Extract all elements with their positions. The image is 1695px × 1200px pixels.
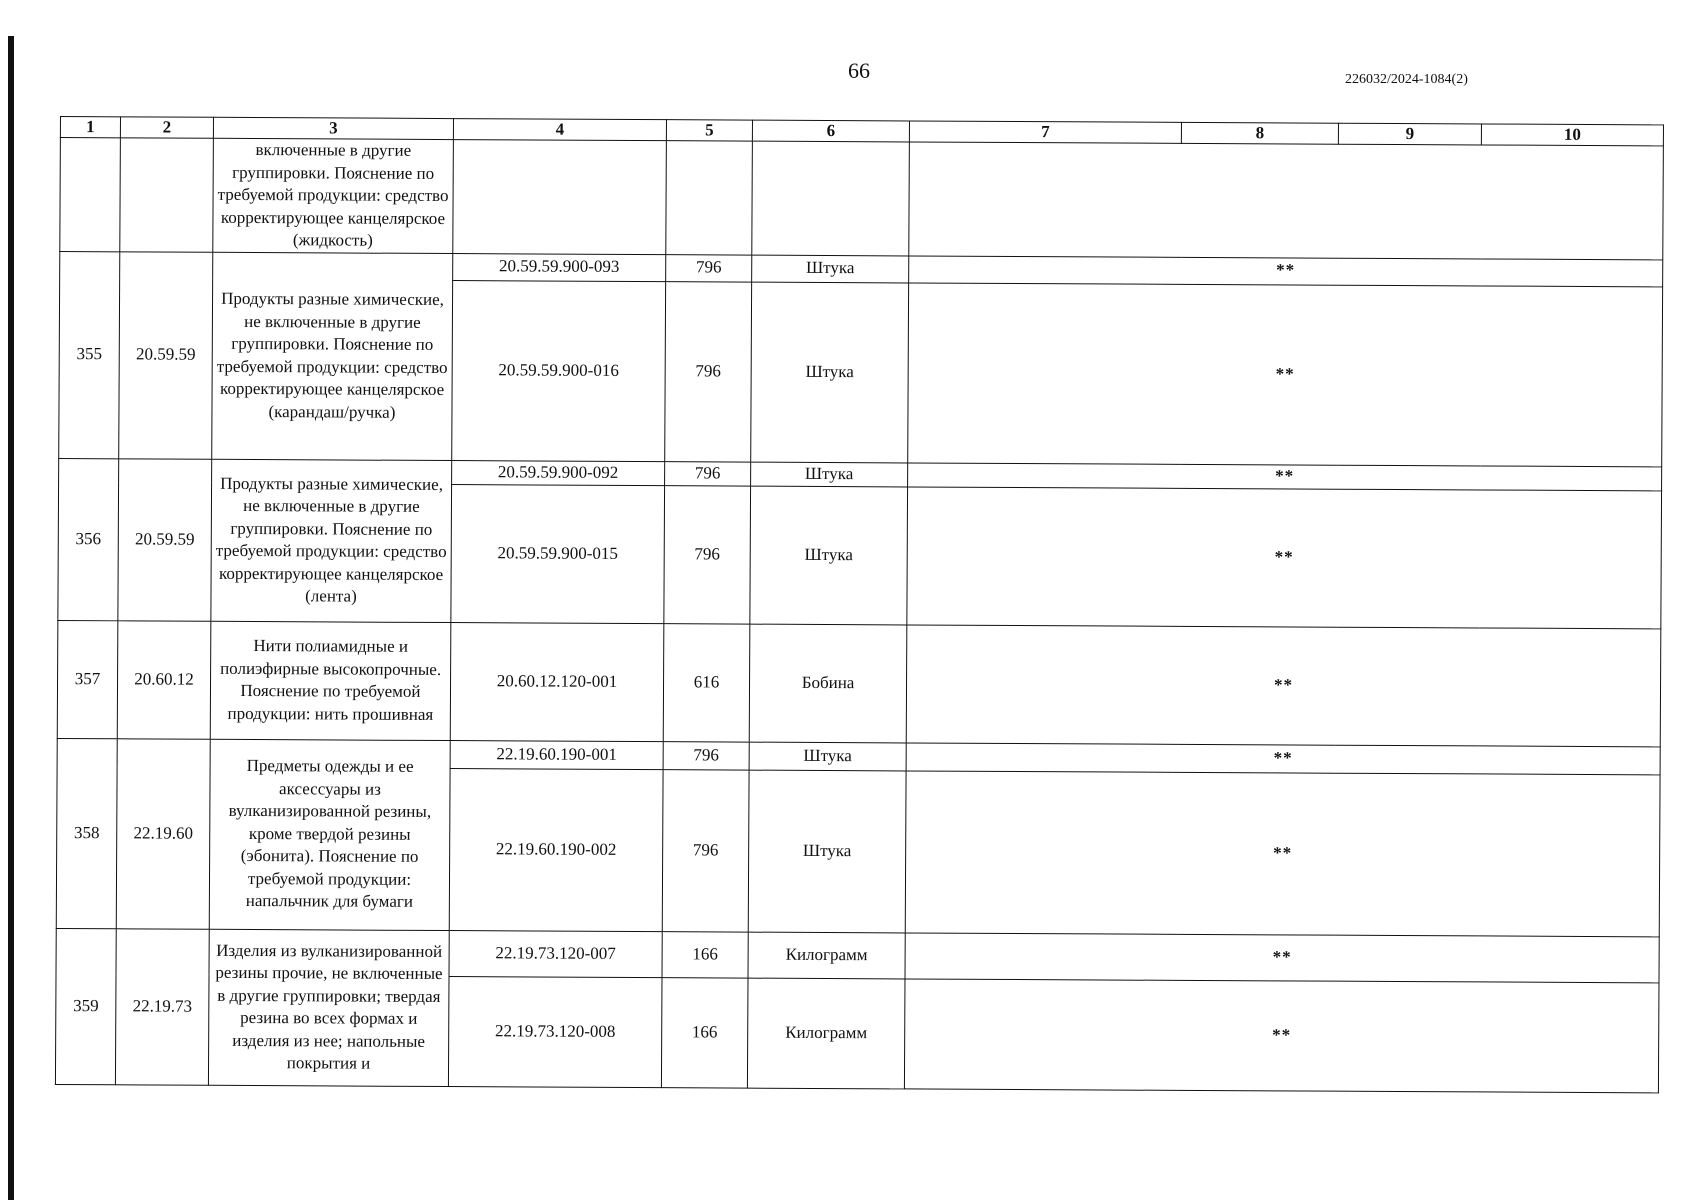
col-header-9: 9 (1338, 123, 1481, 145)
okpd-cell: 22.19.73 (115, 928, 209, 1084)
okei-cell: 166 (661, 977, 748, 1087)
row-num-cell (60, 138, 121, 252)
okei-cell: 796 (663, 741, 749, 769)
col-header-4: 4 (453, 119, 666, 141)
description-cell: Предметы одежды и ее аксессуары из вулканизированной резины, кроме твердой резины (эбонита). Пояснение по требуемой продукции: напальчник для бумаги (209, 739, 450, 930)
okei-cell: 796 (665, 461, 751, 485)
okpd-cell (120, 138, 214, 252)
unit-cell: Штука (750, 486, 908, 625)
scan-edge-bar (8, 36, 14, 1200)
okei-cell: 616 (663, 623, 750, 741)
okei-cell (666, 141, 753, 255)
unit-cell: Штука (749, 742, 906, 771)
row-num-cell: 356 (58, 458, 119, 620)
code-cell: 20.60.12.120-001 (450, 622, 664, 741)
okei-cell: 796 (666, 254, 752, 281)
col-header-1: 1 (60, 117, 120, 138)
table-row (57, 620, 1661, 746)
col-header-2: 2 (120, 117, 213, 138)
unit-cell: Штука (752, 255, 909, 283)
okpd-cell: 22.19.60 (116, 738, 210, 928)
row-num-cell: 358 (56, 738, 117, 928)
note-cell (909, 142, 1664, 259)
description-cell: Нити полиамидные и полиэфирные высокопрочные. Пояснение по требуемой продукции: нить прошивная (210, 621, 451, 740)
note-cell: ** (909, 255, 1663, 286)
description-cell: включенные в другие группировки. Пояснение по требуемой продукции: средство корректирующее канцелярское (жидкость) (213, 138, 454, 253)
code-cell (453, 140, 667, 255)
code-cell: 20.59.59.900-016 (452, 280, 666, 461)
description-cell: Продукты разные химические, не включенные в другие группировки. Пояснение по требуемой продукции: средство корректирующее канцелярское (карандаш/ручка) (212, 252, 453, 460)
procurement-table (55, 116, 1664, 1093)
col-header-5: 5 (666, 120, 752, 141)
unit-cell: Бобина (749, 624, 907, 743)
row-num-cell: 355 (59, 251, 120, 458)
col-header-7: 7 (909, 121, 1181, 143)
code-cell: 22.19.73.120-007 (449, 930, 662, 977)
note-cell: ** (906, 624, 1661, 746)
description-cell: Изделия из вулканизированной резины прочие, не включенные в другие группировки; твердая резина во всех формах и изделия из нее; напольные покрытия и (208, 929, 449, 1086)
code-cell: 22.19.60.190-001 (450, 740, 663, 769)
unit-cell (752, 141, 910, 255)
page-number: 66 (848, 58, 870, 83)
code-cell: 20.59.59.900-092 (452, 460, 665, 485)
note-cell: ** (904, 978, 1659, 1092)
code-cell: 22.19.73.120-008 (448, 976, 662, 1087)
description-cell: Продукты разные химические, не включенные в другие группировки. Пояснение по требуемой продукции: средство корректирующее канцелярское (лента) (211, 459, 452, 622)
unit-cell: Штука (751, 462, 908, 487)
note-cell: ** (905, 770, 1660, 936)
row-num-cell: 357 (57, 620, 118, 738)
unit-cell: Штука (748, 770, 906, 933)
okei-cell: 796 (662, 769, 749, 931)
note-cell: ** (906, 742, 1660, 774)
row-num-cell: 359 (55, 928, 116, 1084)
col-header-3: 3 (213, 117, 453, 139)
col-header-10: 10 (1481, 124, 1663, 146)
code-cell: 22.19.60.190-002 (449, 768, 663, 931)
note-cell: ** (905, 932, 1659, 982)
col-header-8: 8 (1181, 122, 1338, 144)
code-cell: 20.59.59.900-015 (451, 484, 665, 623)
okei-cell: 796 (665, 281, 752, 461)
note-cell: ** (908, 282, 1663, 466)
note-cell: ** (908, 462, 1662, 490)
okpd-cell: 20.59.59 (118, 458, 212, 620)
document-id: 226032/2024-1084(2) (1345, 72, 1468, 87)
okpd-cell: 20.59.59 (119, 251, 213, 458)
okei-cell: 166 (662, 931, 748, 977)
table-row (56, 928, 1659, 982)
note-cell: ** (907, 486, 1662, 628)
col-header-6: 6 (752, 120, 909, 142)
table-row-continuation (60, 138, 1664, 260)
unit-cell: Штука (751, 282, 909, 463)
unit-cell: Килограмм (748, 932, 905, 979)
okei-cell: 796 (664, 485, 751, 623)
okpd-cell: 20.60.12 (117, 620, 211, 738)
code-cell: 20.59.59.900-093 (453, 253, 666, 281)
unit-cell: Килограмм (747, 978, 905, 1089)
